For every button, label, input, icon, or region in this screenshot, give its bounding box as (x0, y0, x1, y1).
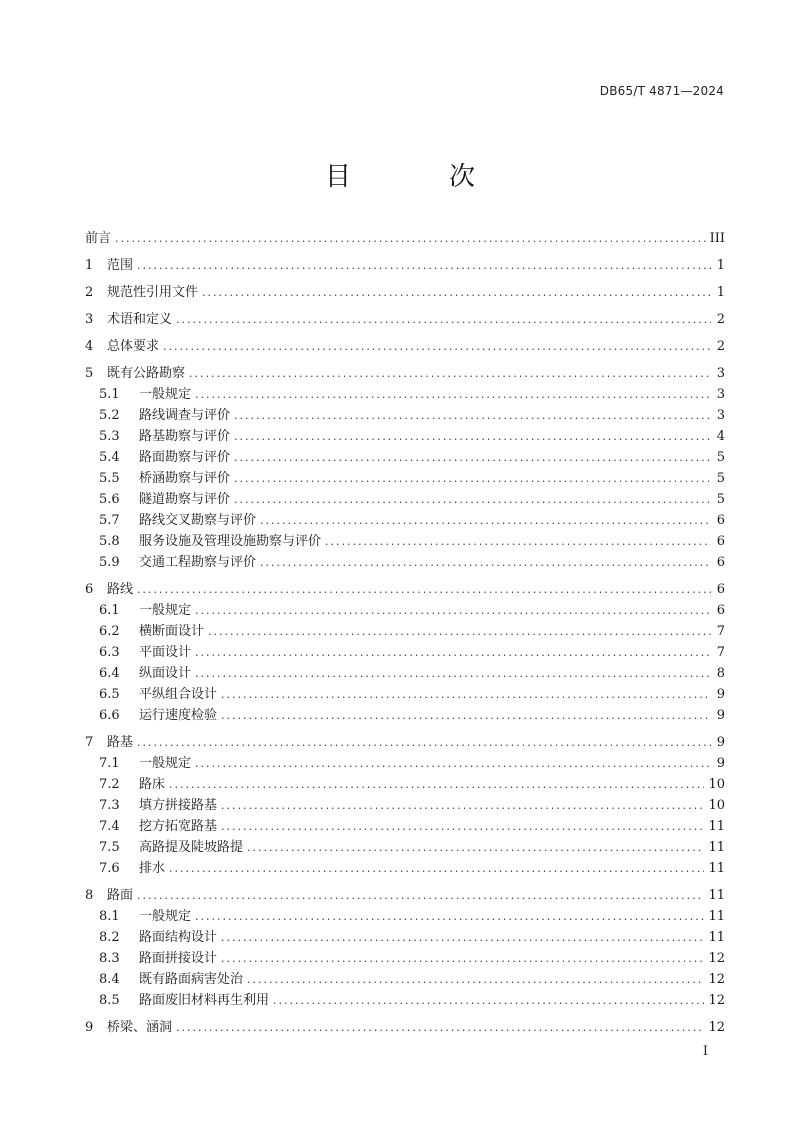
toc-entry-number: 5.7 (99, 513, 120, 528)
toc-leader-dots (221, 948, 704, 969)
toc-entry-page: 3 (716, 387, 725, 402)
toc-entry-label: 路线调查与评价 (139, 408, 231, 423)
toc-entry-label: 范围 (107, 258, 134, 273)
toc-entry-number: 7.6 (99, 861, 120, 876)
toc-entry[interactable] (85, 579, 725, 600)
toc-leader-dots (137, 732, 711, 753)
toc-entry[interactable] (85, 927, 725, 948)
toc-entry-label: 路基勘察与评价 (139, 429, 231, 444)
toc-leader-dots (137, 255, 711, 276)
toc-entry-number: 6 (85, 582, 94, 597)
toc-entry-page: 3 (716, 366, 725, 381)
toc-entry-label: 挖方拓宽路基 (139, 819, 218, 834)
toc-entry-number: 7.1 (99, 756, 120, 771)
toc-entry[interactable] (85, 705, 725, 726)
toc-entry-number: 1 (85, 258, 94, 273)
toc-entry-page: 11 (708, 930, 725, 945)
toc-entry-page: 11 (708, 888, 725, 903)
toc-entry-label: 高路提及陡坡路提 (139, 840, 244, 855)
toc-entry-number: 6.4 (99, 666, 120, 681)
toc-leader-dots (234, 426, 711, 447)
toc-entry-label: 运行速度检验 (139, 708, 218, 723)
toc-entry-label: 横断面设计 (139, 624, 205, 639)
toc-entry-label: 既有公路勘察 (107, 366, 186, 381)
toc-entry-number: 7 (85, 735, 94, 750)
toc-entry-page: 12 (708, 993, 725, 1008)
toc-entry[interactable] (85, 447, 725, 468)
toc-entry-label: 路线 (107, 582, 134, 597)
toc-entry[interactable] (85, 906, 725, 927)
toc-entry-number: 6.6 (99, 708, 120, 723)
toc-entry[interactable] (85, 228, 725, 249)
toc-entry-page: 9 (716, 708, 725, 723)
toc-entry-page: 4 (716, 429, 725, 444)
toc-entry-page: 6 (716, 603, 725, 618)
toc-entry-number: 5.1 (99, 387, 120, 402)
toc-entry-label: 交通工程勘察与评价 (139, 555, 257, 570)
toc-entry-label: 桥涵勘察与评价 (139, 471, 231, 486)
toc-entry[interactable] (85, 336, 725, 357)
toc-leader-dots (260, 510, 711, 531)
toc-entry-page: 7 (716, 624, 725, 639)
toc-entry-label: 路面拼接设计 (139, 951, 218, 966)
toc-leader-dots (137, 885, 704, 906)
toc-leader-dots (189, 363, 711, 384)
toc-leader-dots (247, 837, 704, 858)
toc-leader-dots (195, 906, 704, 927)
toc-entry-label: 路面废旧材料再生利用 (139, 993, 270, 1008)
toc-entry[interactable] (85, 642, 725, 663)
toc-entry-label: 路面结构设计 (139, 930, 218, 945)
toc-entry[interactable] (85, 531, 725, 552)
toc-entry-number: 6.5 (99, 687, 120, 702)
toc-entry-page: 5 (716, 471, 725, 486)
toc-entry-page: 11 (708, 819, 725, 834)
toc-entry-number: 5.3 (99, 429, 120, 444)
toc-leader-dots (195, 642, 711, 663)
toc-entry-page: 9 (716, 687, 725, 702)
toc-entry-number: 5.4 (99, 450, 120, 465)
toc-entry[interactable] (85, 255, 725, 276)
table-of-contents (85, 228, 725, 1038)
toc-entry-page: 11 (708, 861, 725, 876)
toc-entry-page: 6 (716, 534, 725, 549)
toc-entry-page: 6 (716, 582, 725, 597)
toc-leader-dots (208, 621, 711, 642)
page-title: 目 次 (324, 162, 511, 192)
toc-entry-label: 纵面设计 (139, 666, 192, 681)
toc-entry-page: 12 (708, 951, 725, 966)
toc-entry-page: 2 (716, 312, 725, 327)
toc-entry-page: 10 (708, 777, 725, 792)
toc-entry-page: 7 (716, 645, 725, 660)
toc-entry-number: 3 (85, 312, 94, 327)
toc-entry-label: 隧道勘察与评价 (139, 492, 231, 507)
toc-entry-number: 6.2 (99, 624, 120, 639)
toc-entry-page: 3 (716, 408, 725, 423)
toc-entry-label: 一般规定 (139, 909, 192, 924)
toc-entry-label: 路面 (107, 888, 134, 903)
toc-leader-dots (221, 684, 711, 705)
toc-entry-number: 7.3 (99, 798, 120, 813)
toc-entry-number: 8.1 (99, 909, 120, 924)
toc-entry-number: 5.5 (99, 471, 120, 486)
toc-leader-dots (195, 753, 711, 774)
toc-entry[interactable] (85, 489, 725, 510)
toc-entry-number: 2 (85, 285, 94, 300)
toc-entry-label: 一般规定 (139, 603, 192, 618)
toc-entry-label: 术语和定义 (107, 312, 173, 327)
toc-leader-dots (176, 309, 711, 330)
toc-entry-label: 路面勘察与评价 (139, 450, 231, 465)
toc-leader-dots (247, 969, 704, 990)
toc-entry[interactable] (85, 552, 725, 573)
toc-leader-dots (325, 531, 711, 552)
toc-entry-label: 路床 (139, 777, 166, 792)
toc-entry-page: 6 (716, 513, 725, 528)
toc-leader-dots (221, 927, 704, 948)
toc-entry[interactable] (85, 282, 725, 303)
toc-entry[interactable] (85, 774, 725, 795)
toc-leader-dots (234, 468, 711, 489)
toc-entry[interactable] (85, 363, 725, 384)
toc-leader-dots (163, 336, 711, 357)
toc-leader-dots (221, 705, 711, 726)
toc-entry[interactable] (85, 816, 725, 837)
toc-leader-dots (202, 282, 711, 303)
toc-entry-label: 既有路面病害处治 (139, 972, 244, 987)
toc-entry-number: 9 (85, 1020, 94, 1035)
toc-entry-label: 填方拼接路基 (139, 798, 218, 813)
toc-entry[interactable] (85, 948, 725, 969)
toc-entry[interactable] (85, 753, 725, 774)
toc-entry[interactable] (85, 1017, 725, 1038)
toc-entry-page: 1 (716, 285, 725, 300)
toc-leader-dots (176, 1017, 704, 1038)
toc-leader-dots (115, 228, 706, 249)
toc-entry-label: 排水 (139, 861, 166, 876)
toc-entry[interactable] (85, 732, 725, 753)
toc-entry[interactable] (85, 684, 725, 705)
toc-entry-page: 9 (716, 735, 725, 750)
toc-entry-number: 5.8 (99, 534, 120, 549)
toc-entry[interactable] (85, 990, 725, 1011)
toc-entry-label: 桥梁、涵洞 (107, 1020, 173, 1035)
toc-leader-dots (273, 990, 704, 1011)
toc-leader-dots (195, 600, 711, 621)
toc-entry-label: 一般规定 (139, 756, 192, 771)
toc-entry[interactable] (85, 795, 725, 816)
toc-entry-label: 前言 (85, 231, 112, 246)
toc-entry[interactable] (85, 510, 725, 531)
toc-entry[interactable] (85, 969, 725, 990)
toc-leader-dots (195, 663, 711, 684)
toc-entry-number: 5.6 (99, 492, 120, 507)
toc-leader-dots (234, 489, 711, 510)
toc-leader-dots (221, 816, 704, 837)
toc-entry-label: 路基 (107, 735, 134, 750)
toc-entry-number: 8.4 (99, 972, 120, 987)
toc-entry[interactable] (85, 405, 725, 426)
toc-entry-number: 6.1 (99, 603, 120, 618)
toc-entry-page: 11 (708, 909, 725, 924)
toc-entry-number: 8.2 (99, 930, 120, 945)
toc-entry-number: 8 (85, 888, 94, 903)
toc-entry[interactable] (85, 858, 725, 879)
toc-entry-number: 6.3 (99, 645, 120, 660)
toc-leader-dots (169, 774, 704, 795)
toc-leader-dots (195, 384, 711, 405)
toc-entry-number: 5 (85, 366, 94, 381)
toc-entry[interactable] (85, 309, 725, 330)
toc-entry-number: 5.9 (99, 555, 120, 570)
toc-leader-dots (137, 579, 711, 600)
toc-entry-label: 平纵组合设计 (139, 687, 218, 702)
toc-leader-dots (234, 447, 711, 468)
toc-entry-page: 5 (716, 492, 725, 507)
toc-entry-label: 路线交叉勘察与评价 (139, 513, 257, 528)
toc-entry-number: 8.3 (99, 951, 120, 966)
toc-entry-number: 7.4 (99, 819, 120, 834)
page-number: I (702, 1044, 708, 1059)
toc-leader-dots (260, 552, 711, 573)
toc-entry[interactable] (85, 621, 725, 642)
toc-entry-number: 8.5 (99, 993, 120, 1008)
toc-entry-page: 10 (708, 798, 725, 813)
toc-entry[interactable] (85, 837, 725, 858)
toc-entry-label: 规范性引用文件 (107, 285, 199, 300)
toc-entry-number: 5.2 (99, 408, 120, 423)
toc-entry-label: 一般规定 (139, 387, 192, 402)
toc-entry-label: 总体要求 (107, 339, 160, 354)
toc-entry[interactable] (85, 384, 725, 405)
toc-entry-page: 8 (716, 666, 725, 681)
toc-entry-page: 2 (716, 339, 725, 354)
toc-entry-page: 12 (708, 972, 725, 987)
toc-entry[interactable] (85, 468, 725, 489)
toc-leader-dots (221, 795, 704, 816)
toc-entry[interactable] (85, 663, 725, 684)
toc-entry-page: 11 (708, 840, 725, 855)
toc-entry[interactable] (85, 426, 725, 447)
toc-entry-page: 9 (716, 756, 725, 771)
toc-entry-number: 4 (85, 339, 94, 354)
toc-entry-number: 7.5 (99, 840, 120, 855)
toc-entry-page: III (709, 231, 725, 246)
toc-entry-page: 1 (716, 258, 725, 273)
document-code: DB65/T 4871—2024 (599, 84, 724, 98)
toc-entry-page: 12 (708, 1020, 725, 1035)
toc-leader-dots (169, 858, 704, 879)
toc-entry-label: 服务设施及管理设施勘察与评价 (139, 534, 322, 549)
toc-entry-page: 5 (716, 450, 725, 465)
toc-entry[interactable] (85, 885, 725, 906)
toc-entry-number: 7.2 (99, 777, 120, 792)
toc-leader-dots (234, 405, 711, 426)
toc-entry-page: 6 (716, 555, 725, 570)
toc-entry[interactable] (85, 600, 725, 621)
toc-entry-label: 平面设计 (139, 645, 192, 660)
